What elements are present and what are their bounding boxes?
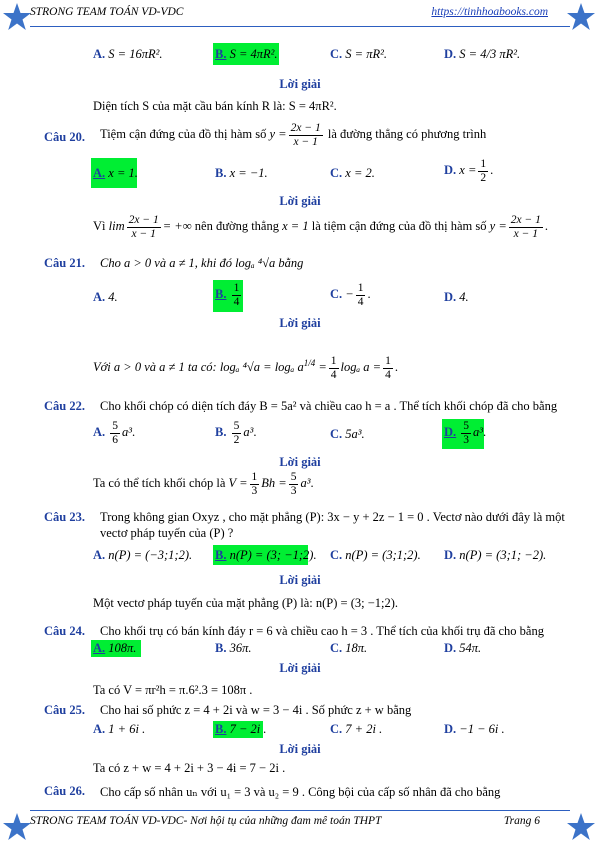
q25-stem: Cho hai số phức z = 4 + 2i và w = 3 − 4i . Số phức z + w bằng [100, 703, 412, 717]
solution-title: Lời giải [279, 316, 321, 330]
q19-option-a[interactable]: A. S = 16πR². [93, 47, 163, 61]
q20-option-b[interactable]: B. x = −1. [215, 166, 268, 180]
footer-text: STRONG TEAM TOÁN VD-VDC- Nơi hội tụ của những đam mê toán THPT [30, 815, 382, 827]
q25-option-d[interactable]: D. −1 − 6i . [444, 722, 505, 736]
header-divider [30, 26, 570, 27]
q25-solution: Ta có z + w = 4 + 2i + 3 − 4i = 7 − 2i . [93, 761, 286, 775]
q26-label: Câu 26. [44, 784, 85, 798]
q22-label: Câu 22. [44, 399, 85, 413]
q23-solution: Một vectơ pháp tuyến của mặt phẳng (P) là: n(P) = (3; −1;2). [93, 596, 399, 610]
q19-option-b[interactable]: B. S = 4πR². [215, 47, 278, 61]
q22-option-c[interactable]: C. 5a³. [330, 427, 365, 441]
header-url-link[interactable]: https://tinhhoabooks.com [431, 6, 548, 18]
q20-option-d[interactable]: D. x = $\frac{1}{2}$ . [444, 158, 494, 184]
solution-title: Lời giải [279, 194, 321, 208]
solution-title: Lời giải [279, 573, 321, 587]
q23-stem-line2: vectơ pháp tuyến của (P) ? [100, 526, 234, 540]
q24-option-b[interactable]: B. 36π. [215, 641, 252, 655]
star-icon [2, 2, 32, 32]
q22-solution: Ta có thể tích khối chóp là V = $\frac{1}{3}$ Bh = $\frac{5}{3}$ a³. [93, 471, 314, 497]
q23-option-d[interactable]: D. n(P) = (3;1; −2). [444, 548, 547, 562]
q21-option-c[interactable]: C. − $\frac{1}{4}$ . [330, 282, 371, 308]
q24-label: Câu 24. [44, 624, 85, 638]
q24-stem: Cho khối trụ có bán kính đáy r = 6 và chiều cao h = 3 . Thể tích của khối trụ đã cho bằng [100, 624, 544, 638]
q26-stem: Cho cấp số nhân uₙ với u₁ = 3 và u₂ = 9 . Công bội của cấp số nhân đã cho bằng [100, 785, 501, 799]
q25-label: Câu 25. [44, 703, 85, 717]
q22-option-b[interactable]: B. $\frac{5}{2}$ a³. [215, 420, 257, 446]
q21-stem: Cho a > 0 và a ≠ 1, khi đó logₐ ⁴√a bằng [100, 256, 304, 270]
q20-label: Câu 20. [44, 130, 85, 144]
q19-solution: Diện tích S của mặt cầu bán kính R là: S = 4πR². [93, 99, 337, 113]
q24-option-a[interactable]: A. 108π. [93, 641, 137, 655]
q22-stem: Cho khối chóp có diện tích đáy B = 5a² và chiều cao h = a . Thể tích khối chóp đã cho bằng [100, 399, 558, 413]
q21-option-d[interactable]: D. 4. [444, 290, 469, 304]
solution-title: Lời giải [279, 661, 321, 675]
q20-option-a[interactable]: A. x = 1. [93, 166, 138, 180]
q20-solution: Vì lim $\frac{2x - 1}{x - 1}$ = +∞ nên đường thẳng x = 1 là tiệm cận đứng của đồ thị hàm số y = $\frac{2x - 1}{x - 1}$ . [93, 214, 548, 240]
q20-option-c[interactable]: C. x = 2. [330, 166, 375, 180]
q20-stem: Tiệm cận đứng của đồ thị hàm số y = $\frac{2x - 1}{x - 1}$ là đường thẳng có phương trình [100, 122, 487, 148]
q23-stem-line1: Trong không gian Oxyz , cho mặt phẳng (P): 3x − y + 2z − 1 = 0 . Vectơ nào dưới đây là một [100, 510, 565, 524]
q21-option-b[interactable]: B. $\frac{1}{4}$ [215, 282, 240, 308]
q22-option-d[interactable]: D. $\frac{5}{3}$ a³. [444, 420, 487, 446]
q25-option-a[interactable]: A. 1 + 6i . [93, 722, 146, 736]
star-icon [566, 812, 596, 842]
q19-option-d[interactable]: D. S = 4/3 πR². [444, 47, 521, 61]
q25-option-c[interactable]: C. 7 + 2i . [330, 722, 383, 736]
q23-label: Câu 23. [44, 510, 85, 524]
q22-option-a[interactable]: A. $\frac{5}{6}$ a³. [93, 420, 136, 446]
q21-solution: Với a > 0 và a ≠ 1 ta có: logₐ ⁴√a = logₐ $a^{1/4}$ = $\frac{1}{4}$ logₐ a = $\frac{1}{4}$ . [93, 355, 398, 381]
q23-option-c[interactable]: C. n(P) = (3;1;2). [330, 548, 421, 562]
q19-option-c[interactable]: C. S = πR². [330, 47, 387, 61]
star-icon [566, 2, 596, 32]
q24-solution: Ta có V = πr²h = π.6².3 = 108π . [93, 683, 253, 697]
footer-divider [30, 810, 570, 811]
solution-title: Lời giải [279, 742, 321, 756]
q24-option-c[interactable]: C. 18π. [330, 641, 368, 655]
q21-label: Câu 21. [44, 256, 85, 270]
q24-option-d[interactable]: D. 54π. [444, 641, 482, 655]
solution-title: Lời giải [279, 77, 321, 91]
star-icon [2, 812, 32, 842]
q23-option-b[interactable]: B. n(P) = (3; −1;2). [215, 548, 317, 562]
q21-option-a[interactable]: A. 4. [93, 290, 118, 304]
q25-option-b[interactable]: B. 7 − 2i . [215, 722, 267, 736]
page-number: Trang 6 [503, 815, 540, 827]
header-title: STRONG TEAM TOÁN VD-VDC [30, 6, 184, 18]
solution-title: Lời giải [279, 455, 321, 469]
q23-option-a[interactable]: A. n(P) = (−3;1;2). [93, 548, 193, 562]
